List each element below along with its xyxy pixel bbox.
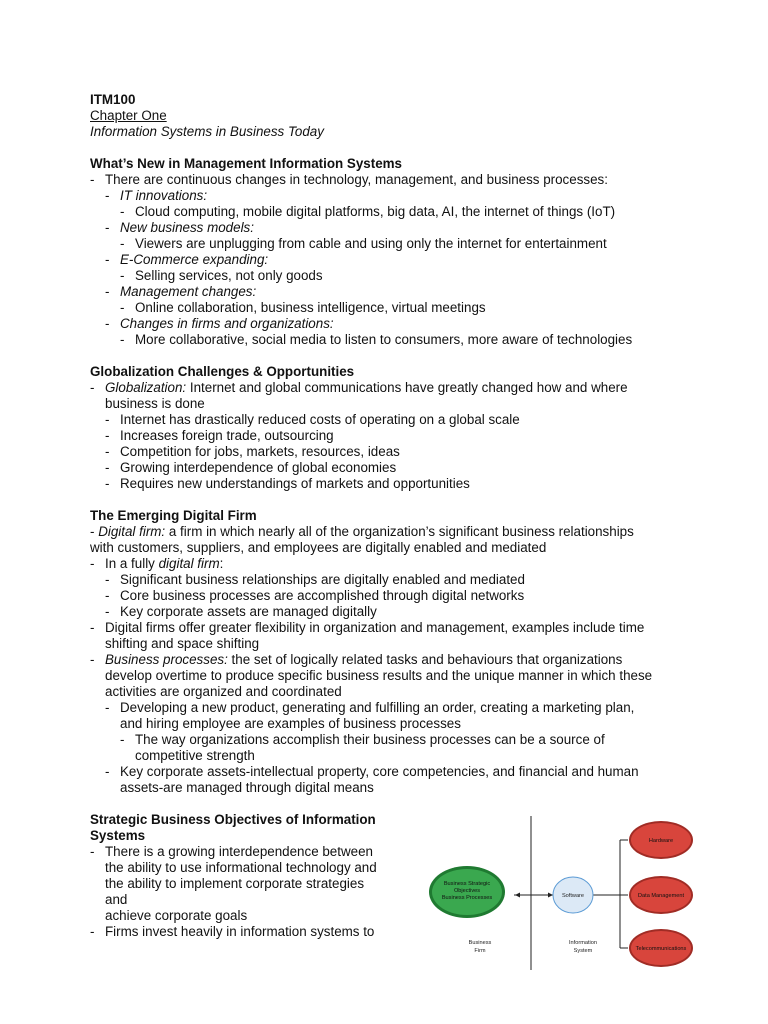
list-item: - More collaborative, social media to listen to consumers, more aware of technologies: [120, 332, 633, 347]
firm-label-line2: Objectives: [453, 888, 481, 894]
list-item: - Viewers are unplugging from cable and using only the internet for entertainment: [120, 236, 607, 251]
firm-label-line1: Business Strategic: [443, 881, 491, 887]
list-item: - In a fully digital firm:: [90, 556, 224, 571]
business-firm-diagram: [420, 812, 740, 974]
chapter-title: Chapter One: [90, 108, 167, 123]
list-item: - Growing interdependence of global economies: [105, 460, 397, 475]
list-item: - Management changes:: [105, 284, 257, 299]
list-item: - Developing a new product, generating and fulfilling an order, creating a marketing plan, and hiring employee are examples of business processes: [105, 700, 635, 731]
data-management-label: Data Management: [637, 893, 685, 899]
list-item: - Increases foreign trade, outsourcing: [105, 428, 334, 443]
list-item: - Selling services, not only goods: [120, 268, 323, 283]
caption-left-line1: Business: [468, 940, 492, 946]
list-item: - Internet has drastically reduced costs of operating on a global scale: [105, 412, 520, 427]
caption-right-line1: Information: [569, 940, 597, 946]
section-heading-mis: What’s New in Management Information Systems: [90, 156, 403, 171]
list-item: - Key corporate assets-intellectual property, core competencies, and financial and human assets-are managed through digital means: [105, 764, 639, 795]
caption-right-line2: System: [573, 948, 593, 954]
strategic-objectives-column: [90, 812, 390, 940]
list-item: - Competition for jobs, markets, resources, ideas: [105, 444, 400, 459]
list-item: - Business processes: the set of logically related tasks and behaviours that organizations develop overtime to produce specific business results and the unique manner in which these activities are organized and coordinated: [90, 652, 653, 699]
section-heading-digital-firm: The Emerging Digital Firm: [90, 508, 257, 523]
list-item: - New business models:: [105, 220, 254, 235]
list-item: - There is a growing interdependence between the ability to use informational technology and the ability to implement corporate strategies and achieve corporate goals: [90, 844, 377, 923]
software-label: Software: [561, 893, 585, 899]
arrow-head-left-icon: [515, 893, 520, 898]
list-item: - Core business processes are accomplished through digital networks: [105, 588, 525, 603]
section-heading-globalization: Globalization Challenges & Opportunities: [90, 364, 355, 379]
telecom-label: Telecommunications: [635, 946, 687, 952]
list-item: - Requires new understandings of markets and opportunities: [105, 476, 470, 491]
list-item: - IT innovations:: [105, 188, 208, 203]
list-item: - Firms invest heavily in information systems to: [90, 924, 375, 939]
firm-label-line3: Business Processes: [441, 895, 493, 901]
list-item: - Cloud computing, mobile digital platforms, big data, AI, the internet of things (IoT): [120, 204, 616, 219]
caption-left-line2: Firm: [474, 948, 486, 954]
list-item: - Online collaboration, business intelligence, virtual meetings: [120, 300, 486, 315]
diagram-svg: [420, 812, 740, 974]
hardware-label: Hardware: [648, 838, 674, 844]
list-item: - E-Commerce expanding:: [105, 252, 269, 267]
chapter-subtitle: Information Systems in Business Today: [90, 124, 324, 139]
list-item: - There are continuous changes in technology, management, and business processes:: [90, 172, 608, 187]
course-code: ITM100: [90, 92, 136, 107]
list-item: - Digital firms offer greater flexibility in organization and management, examples include time shifting and space shifting: [90, 620, 645, 651]
digital-firm-definition: - Digital firm: a firm in which nearly all of the organization’s significant business relationships with customers, suppliers, and employees are digitally enabled and mediated: [90, 524, 634, 555]
arrow-head-right-icon: [548, 893, 553, 898]
section-heading-strategic: Strategic Business Objectives of Information Systems: [90, 812, 376, 843]
list-item: - Significant business relationships are digitally enabled and mediated: [105, 572, 525, 587]
list-item: - The way organizations accomplish their business processes can be a source of competitive strength: [120, 732, 605, 763]
list-item: - Key corporate assets are managed digitally: [105, 604, 377, 619]
list-item: - Globalization: Internet and global communications have greatly changed how and where business is done: [90, 380, 628, 411]
list-item: - Changes in firms and organizations:: [105, 316, 334, 331]
